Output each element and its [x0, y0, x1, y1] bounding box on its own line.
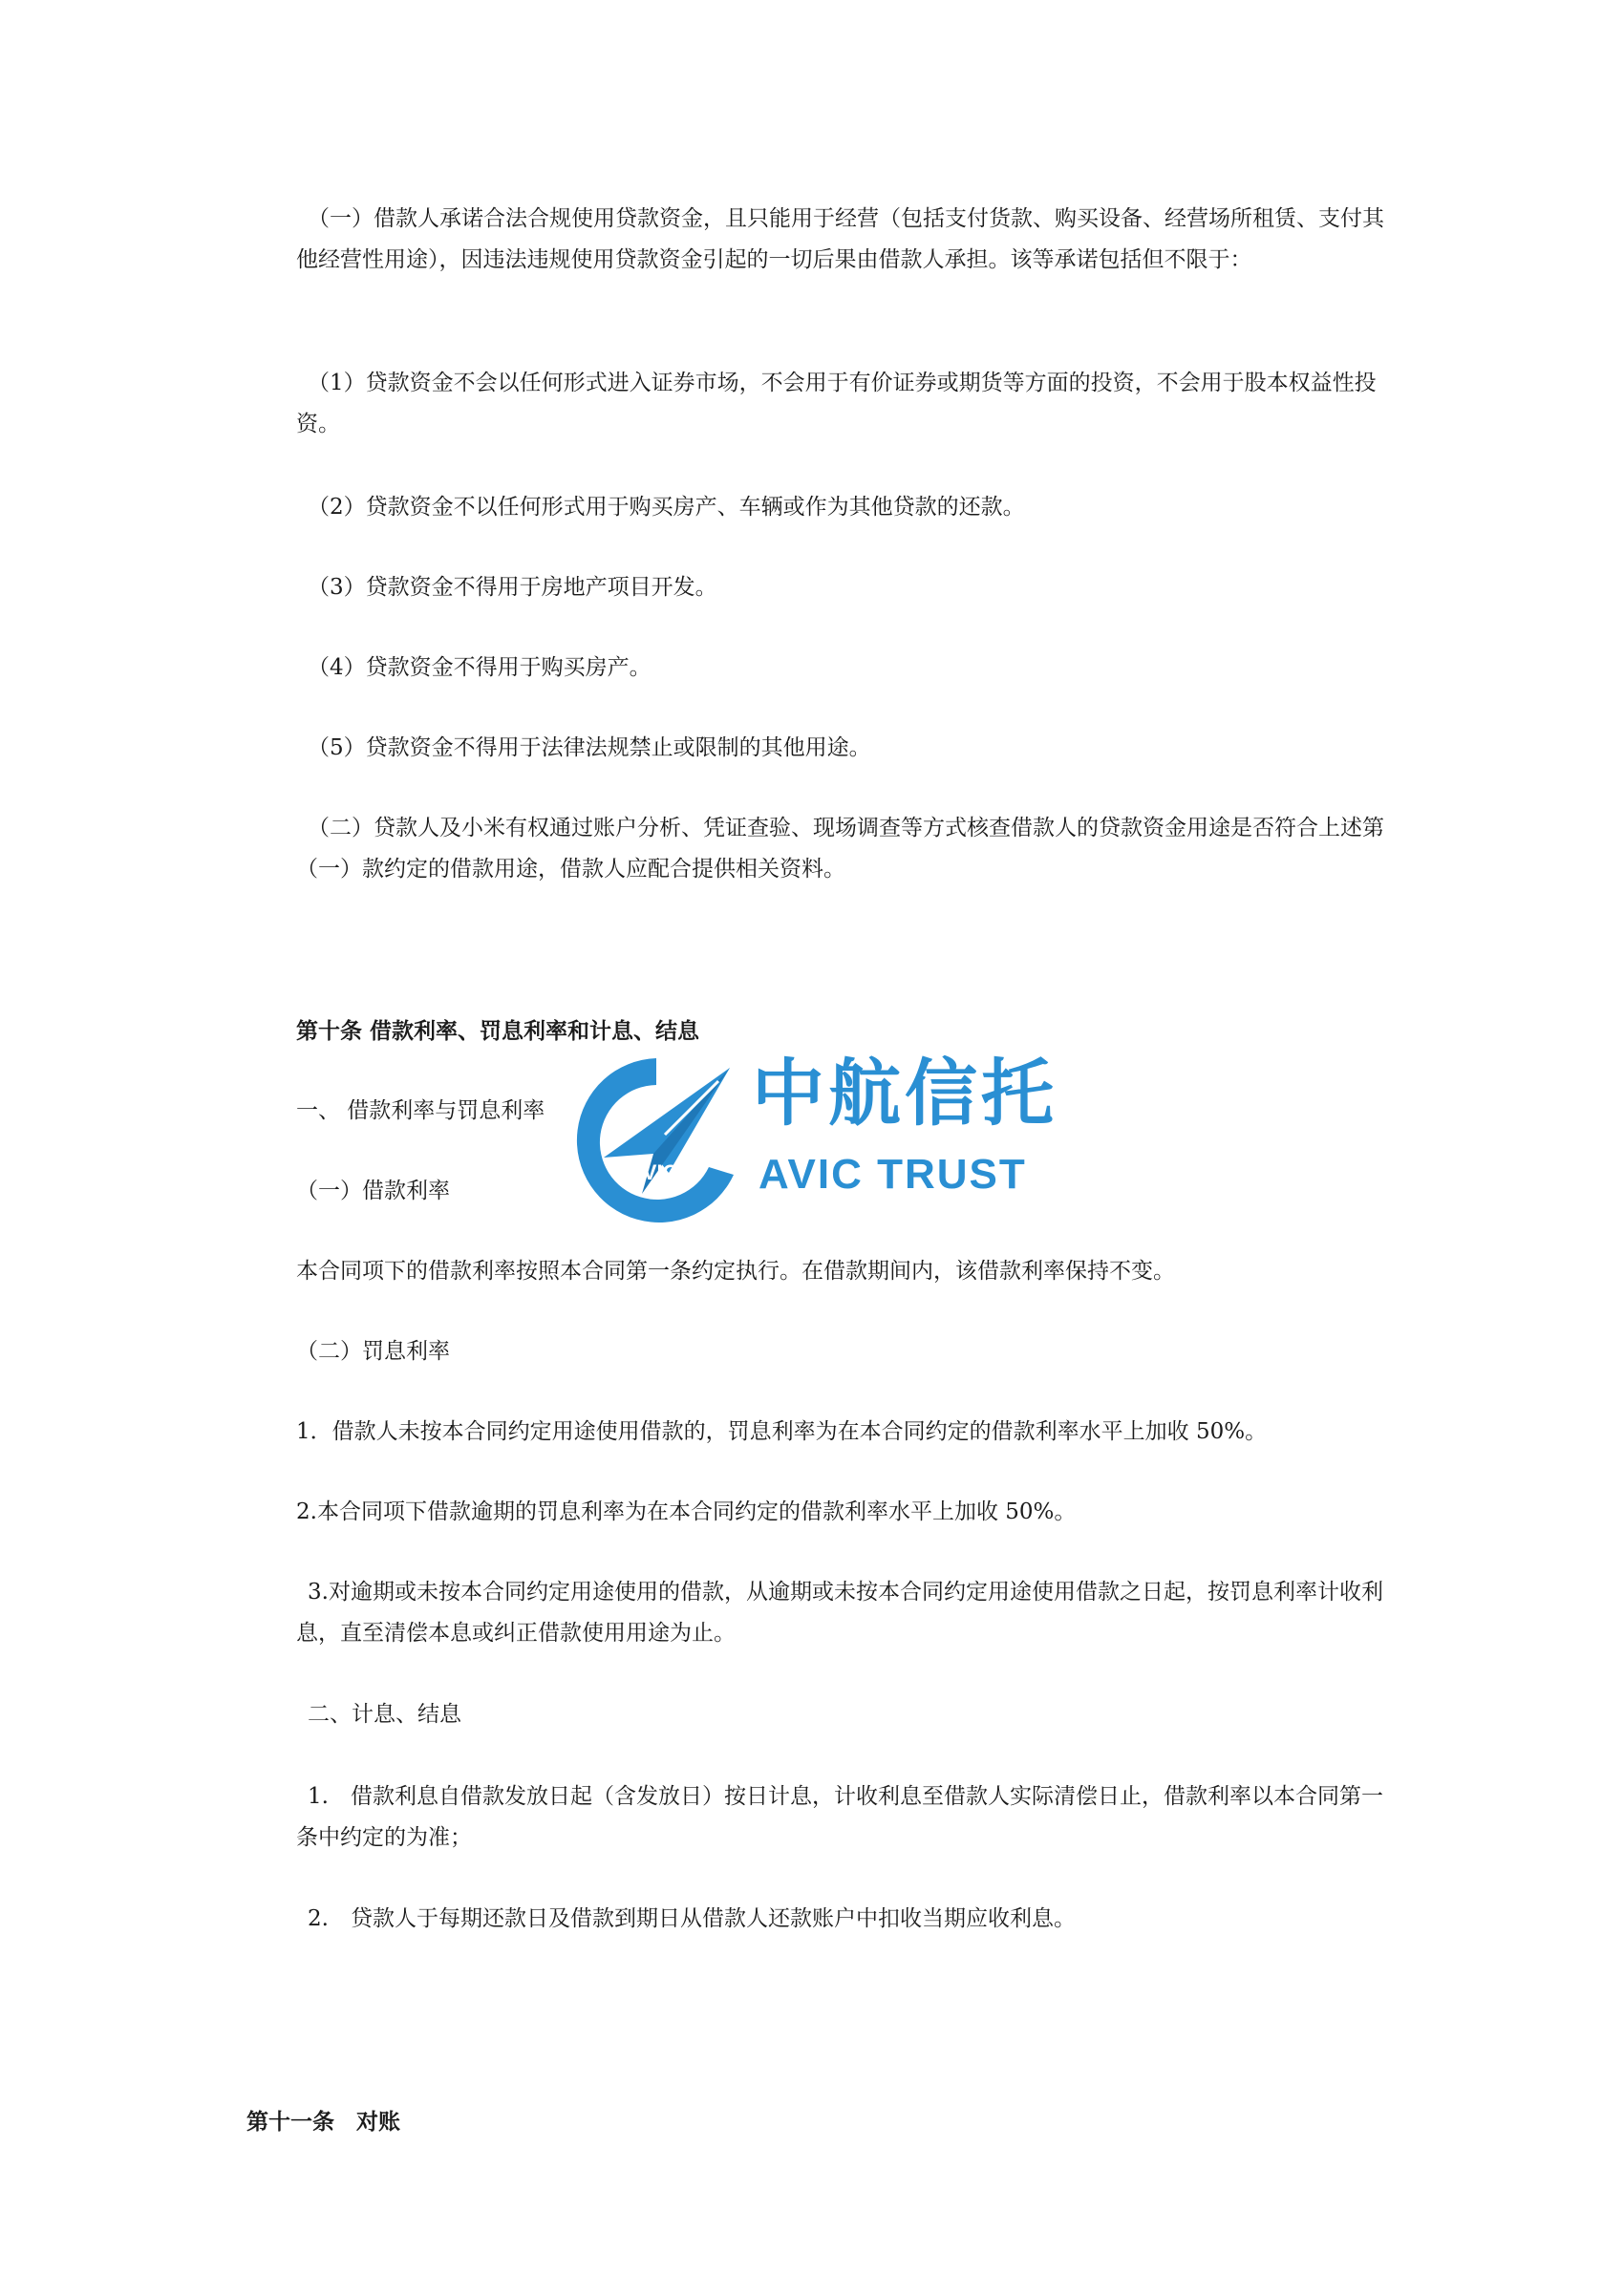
section-11-title: 第十一条 对账	[246, 2109, 400, 2135]
clause-9-1-item-1: （1）贷款资金不会以任何形式进入证券市场，不会用于有价证券或期货等方面的投资，不会用于股本权益性投资。	[296, 371, 1377, 436]
penalty-rate-3: 3.对逾期或未按本合同约定用途使用的借款，从逾期或未按本合同约定用途使用借款之日起，按罚息利率计收利息，直至清偿本息或纠正借款使用用途为止。	[296, 1580, 1383, 1646]
clause-9-2: （二）贷款人及小米有权通过账户分析、凭证查验、现场调查等方式核查借款人的贷款资金用途是否符合上述第（一）款约定的借款用途，借款人应配合提供相关资料。	[296, 816, 1384, 882]
section-10-sub-1: 一、 借款利率与罚息利率	[296, 1098, 545, 1123]
interest-rule-1: 1. 借款利息自借款发放日起（含发放日）按日计息，计收利息至借款人实际清偿日止，借款利率以本合同第一条中约定的为准；	[296, 1784, 1383, 1850]
clause-9-1-item-5: （5）贷款资金不得用于法律法规禁止或限制的其他用途。	[308, 735, 871, 760]
clause-9-1: （一）借款人承诺合法合规使用贷款资金，且只能用于经营（包括支付货款、购买设备、经营场所租赁、支付其他经营性用途），因违法违规使用贷款资金引起的一切后果由借款人承担。该等承诺包括但不限于：	[296, 206, 1384, 272]
avic-badge-icon	[566, 1051, 747, 1242]
penalty-rate-2: 2.本合同项下借款逾期的罚息利率为在本合同约定的借款利率水平上加收 50%。	[296, 1499, 1077, 1524]
interest-rule-2: 2. 贷款人于每期还款日及借款到期日从借款人还款账户中扣收当期应收利息。	[308, 1906, 1076, 1931]
clause-9-1-item-4: （4）贷款资金不得用于购买房产。	[308, 655, 652, 680]
logo-name-cn: 中航信托	[752, 1051, 1058, 1136]
section-10-title: 第十条 借款利率、罚息利率和计息、结息	[296, 1018, 700, 1044]
avic-badge-text: AVIC	[629, 1160, 678, 1184]
penalty-rate-1: 1．借款人未按本合同约定用途使用借款的，罚息利率为在本合同约定的借款利率水平上加收 50%。	[296, 1419, 1268, 1444]
clause-9-1-item-3: （3）贷款资金不得用于房地产项目开发。	[308, 575, 717, 600]
clause-9-1-item-2: （2）贷款资金不以任何形式用于购买房产、车辆或作为其他贷款的还款。	[308, 495, 1025, 520]
section-10-sub-1b: （二）罚息利率	[296, 1339, 450, 1364]
logo-name-en: AVIC TRUST	[759, 1151, 1027, 1198]
section-10-sub-1a: （一）借款利率	[296, 1179, 450, 1203]
section-10-sub-2: 二、计息、结息	[308, 1702, 461, 1727]
avic-trust-logo	[566, 1051, 1062, 1242]
section-10-sub-1a-text: 本合同项下的借款利率按照本合同第一条约定执行。在借款期间内，该借款利率保持不变。	[296, 1259, 1175, 1284]
